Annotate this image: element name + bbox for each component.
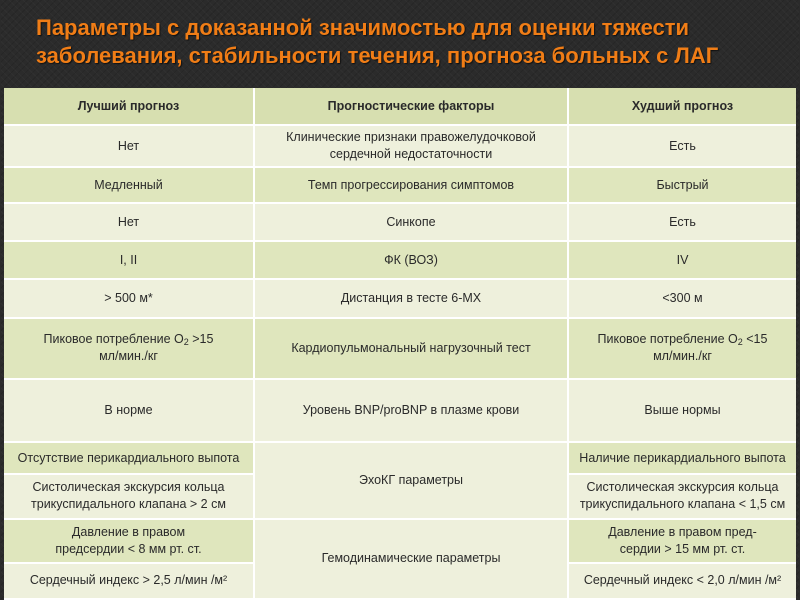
worst-cell: Выше нормы [568, 379, 796, 442]
best-cell: Давление в правом предсердии < 8 мм рт. ст. [4, 519, 254, 563]
table-row [4, 125, 796, 167]
best-cell: Систолическая экскурсия кольца трикуспидального клапана > 2 см [4, 474, 254, 518]
best-cell: I, II [4, 241, 254, 279]
factor-line-1: Клинические признаки правожелудочковой [286, 130, 536, 145]
table-row [4, 279, 796, 317]
best-cell: Нет [4, 125, 254, 167]
best-cell: Пиковое потребление $O_2 >15$ мл/мин./кг [4, 318, 254, 379]
table-row [4, 167, 796, 203]
table-header-row [4, 88, 796, 125]
table-row [4, 442, 796, 474]
best-cell: Медленный [4, 167, 254, 203]
table-row [4, 241, 796, 279]
worst-cell: Есть [568, 125, 796, 167]
factor-cell: Дистанция в тесте 6-МХ [254, 279, 568, 317]
slide-title-line-1: Параметры с доказанной значимостью для оценки тяжести [36, 15, 690, 40]
best-cell: В норме [4, 379, 254, 442]
worst-cell: <300 м [568, 279, 796, 317]
factor-cell [254, 125, 568, 167]
factor-line-2: сердечной недостаточности [329, 147, 493, 162]
factor-cell-hemodynamic: Гемодинамические параметры [254, 519, 568, 599]
worst-cell: Есть [568, 203, 796, 241]
worst-cell: Быстрый [568, 167, 796, 203]
worst-cell: Систолическая экскурсия кольца трикуспидального клапана < 1,5 см [568, 474, 796, 518]
factor-cell: ФК (ВОЗ) [254, 241, 568, 279]
header-best-prognosis: Лучший прогноз [4, 88, 254, 125]
factor-cell: Синкопе [254, 203, 568, 241]
worst-cell: IV [568, 241, 796, 279]
best-cell: Нет [4, 203, 254, 241]
prognosis-table-container [4, 88, 796, 600]
factor-cell: Уровень BNP/proBNP в плазме крови [254, 379, 568, 442]
table-row [4, 519, 796, 563]
factor-cell: Кардиопульмональный нагрузочный тест [254, 318, 568, 379]
best-cell: Сердечный индекс > 2,5 л/мин /м² [4, 563, 254, 599]
table-row [4, 203, 796, 241]
prognosis-table [4, 88, 796, 600]
worst-cell: Пиковое потребление $O_2 <15$ мл/мин./кг [568, 318, 796, 379]
header-worst-prognosis: Худший прогноз [568, 88, 796, 125]
worst-cell: Наличие перикардиального выпота [568, 442, 796, 474]
table-row [4, 379, 796, 442]
factor-cell-echo: ЭхоКГ параметры [254, 442, 568, 518]
table-row [4, 318, 796, 379]
worst-cell: Сердечный индекс < 2,0 л/мин /м² [568, 563, 796, 599]
worst-cell: Давление в правом пред- сердии > 15 мм рт. ст. [568, 519, 796, 563]
best-cell: Отсутствие перикардиального выпота [4, 442, 254, 474]
slide-title-line-2: заболевания, стабильности течения, прогноза больных с ЛАГ [36, 43, 719, 68]
header-prognostic-factors: Прогностические факторы [254, 88, 568, 125]
factor-cell: Темп прогрессирования симптомов [254, 167, 568, 203]
slide-title [36, 14, 776, 70]
best-cell: > 500 м* [4, 279, 254, 317]
